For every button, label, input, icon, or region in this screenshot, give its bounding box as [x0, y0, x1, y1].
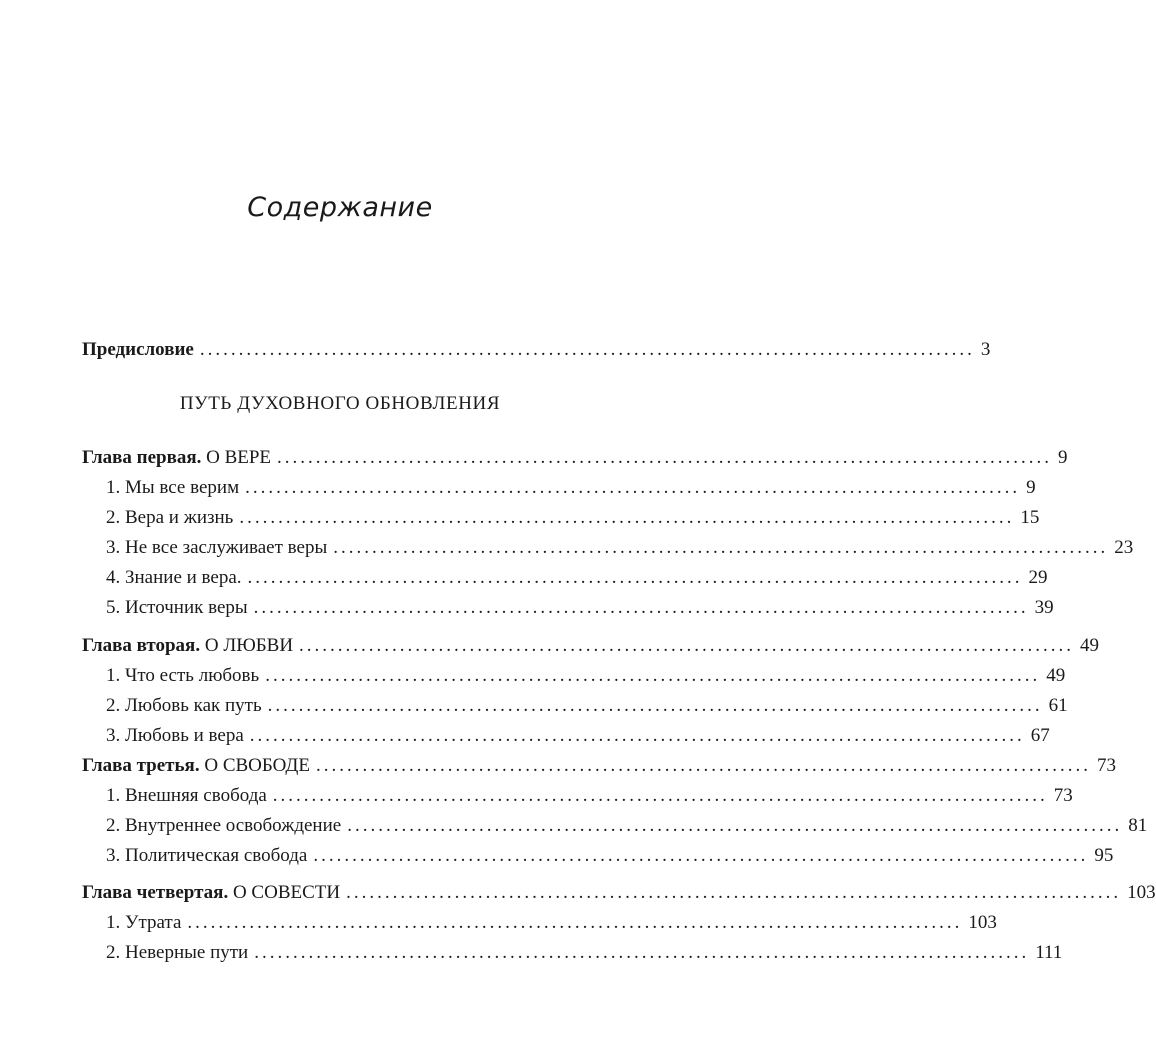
toc-label: Глава первая. О ВЕРЕ	[82, 447, 272, 468]
toc-row-item[interactable]	[0, 564, 1048, 592]
toc-page-number: 61	[1048, 695, 1068, 716]
toc-page-number: 15	[1020, 507, 1040, 528]
toc-label: Предисловие	[82, 339, 194, 360]
toc-row-item[interactable]	[0, 662, 1066, 690]
toc-label: 1. Внешняя свобода	[106, 785, 267, 806]
toc-page-number: 29	[1028, 567, 1048, 588]
toc-label: 2. Внутреннее освобождение	[106, 815, 342, 836]
toc-leader: ....................................................................................................	[333, 537, 1109, 558]
toc-page-number: 49	[1046, 665, 1066, 686]
toc-page-number: 9	[1026, 477, 1036, 498]
toc-row-chapter[interactable]	[0, 444, 1068, 472]
toc-row-preface[interactable]	[0, 336, 991, 364]
toc-page-number: 39	[1034, 597, 1054, 618]
toc-page-number: 67	[1030, 725, 1050, 746]
toc-leader: ....................................................................................................	[267, 695, 1043, 716]
toc-leader: ....................................................................................................	[199, 339, 975, 360]
toc-row-item[interactable]	[0, 534, 1134, 562]
toc-row-item[interactable]	[0, 812, 1148, 840]
toc-row-item[interactable]	[0, 782, 1073, 810]
toc-label: 3. Не все заслуживает веры	[106, 537, 328, 558]
toc-leader: ....................................................................................................	[277, 447, 1053, 468]
toc-page-number: 111	[1035, 942, 1063, 963]
toc-leader: ....................................................................................................	[187, 912, 963, 933]
toc-label: Глава вторая. О ЛЮБВИ	[82, 635, 294, 656]
toc-page-number: 9	[1058, 447, 1068, 468]
toc-leader: ....................................................................................................	[299, 635, 1075, 656]
toc-page-number: 103	[1127, 882, 1156, 903]
toc-label: Глава четвертая. О СОВЕСТИ	[82, 882, 341, 903]
toc-row-item[interactable]	[0, 939, 1063, 967]
toc-row-item[interactable]	[0, 722, 1050, 750]
toc-row-item[interactable]	[0, 504, 1040, 532]
toc-row-item[interactable]	[0, 842, 1114, 870]
toc-label: 4. Знание и вера.	[106, 567, 242, 588]
toc-leader: ....................................................................................................	[245, 477, 1021, 498]
toc-leader: ....................................................................................................	[253, 597, 1029, 618]
toc-row-chapter[interactable]	[0, 879, 1156, 907]
toc-leader: ....................................................................................................	[316, 755, 1092, 776]
toc-leader: ....................................................................................................	[249, 725, 1025, 746]
toc-page-number: 73	[1053, 785, 1073, 806]
toc-row-item[interactable]	[0, 909, 997, 937]
toc-row-item[interactable]	[0, 474, 1036, 502]
toc-page-number: 73	[1097, 755, 1117, 776]
toc-leader: ....................................................................................................	[272, 785, 1048, 806]
toc-label: 2. Любовь как путь	[106, 695, 262, 716]
toc-label: 3. Политическая свобода	[106, 845, 308, 866]
toc-page-number: 103	[968, 912, 997, 933]
toc-leader: ....................................................................................................	[313, 845, 1089, 866]
toc-leader: ....................................................................................................	[346, 882, 1122, 903]
toc-page-number: 3	[980, 339, 991, 360]
toc-label: 1. Мы все верим	[106, 477, 240, 498]
toc-label: 1. Что есть любовь	[106, 665, 260, 686]
toc-leader: ....................................................................................................	[265, 665, 1041, 686]
toc-row-chapter[interactable]	[0, 752, 1117, 780]
toc-leader: ....................................................................................................	[254, 942, 1030, 963]
toc-page-number: 81	[1128, 815, 1148, 836]
toc-label: 5. Источник веры	[106, 597, 248, 618]
toc-leader: ....................................................................................................	[247, 567, 1023, 588]
toc-label: 3. Любовь и вера	[106, 725, 244, 746]
page-title: Содержание	[247, 192, 433, 223]
toc-row-item[interactable]	[0, 692, 1068, 720]
toc-leader: ....................................................................................................	[347, 815, 1123, 836]
toc-label: 1. Утрата	[106, 912, 182, 933]
toc-page-number: 23	[1114, 537, 1134, 558]
toc-label: 2. Вера и жизнь	[106, 507, 234, 528]
toc-page-number: 49	[1080, 635, 1100, 656]
part-title: ПУТЬ ДУХОВНОГО ОБНОВЛЕНИЯ	[179, 393, 501, 414]
toc-row-item[interactable]	[0, 594, 1054, 622]
toc-label: 2. Неверные пути	[106, 942, 249, 963]
toc-row-chapter[interactable]	[0, 632, 1100, 660]
toc-leader: ....................................................................................................	[239, 507, 1015, 528]
toc-page-number: 95	[1094, 845, 1114, 866]
toc-label: Глава третья. О СВОБОДЕ	[82, 755, 311, 776]
